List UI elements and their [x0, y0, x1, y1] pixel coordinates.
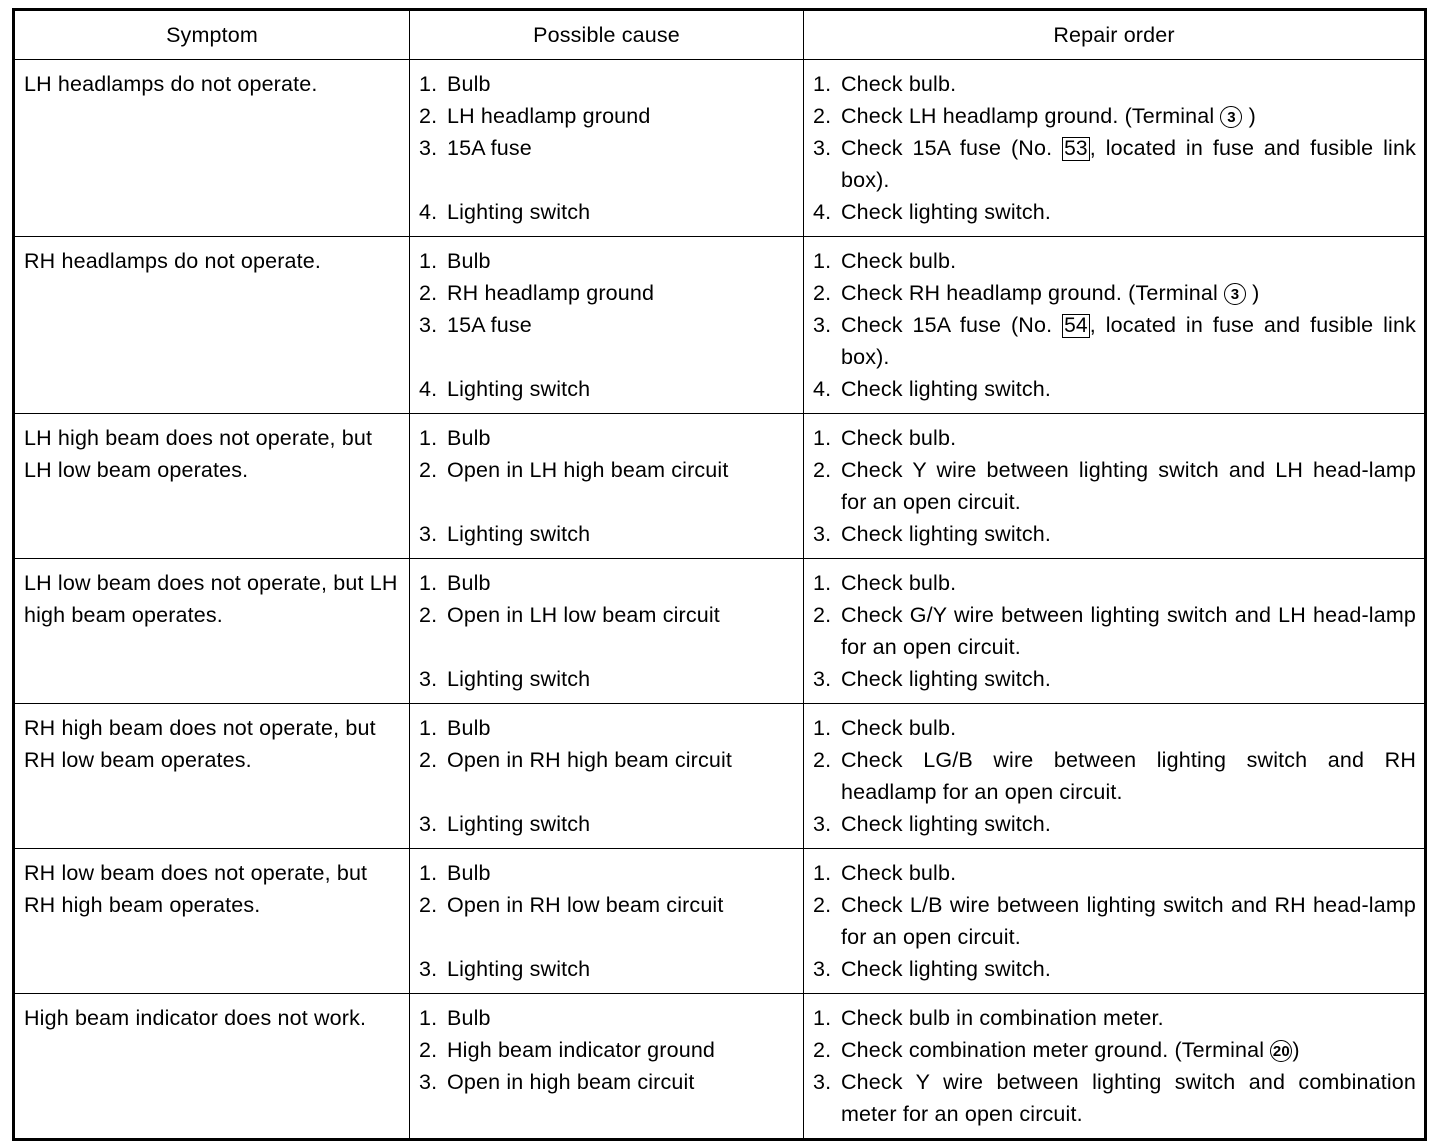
item-text: Check bulb. — [841, 861, 957, 885]
cause-item — [419, 1034, 795, 1066]
item-number: 1. — [813, 72, 832, 96]
text-part: Check 15A fuse (No. — [841, 136, 1063, 160]
item-number: 1. — [419, 571, 438, 595]
item-text: Check Y wire between lighting switch and LH head-lamp for an open circuit. — [841, 458, 1416, 514]
symptom-cell — [14, 414, 410, 559]
item-number: 3. — [419, 136, 438, 160]
item-number: 1. — [813, 716, 832, 740]
list-spacer — [419, 164, 795, 196]
symptom-text: LH low beam does not operate, but LH high beam operates. — [24, 571, 398, 627]
cause-cell — [410, 849, 804, 994]
cause-list — [410, 704, 803, 848]
cause-item — [419, 1066, 795, 1098]
item-text: Check bulb. — [841, 716, 957, 740]
cause-list — [410, 849, 803, 993]
table-row — [14, 559, 1426, 704]
repair-list — [804, 994, 1424, 1138]
cause-item — [419, 309, 795, 341]
item-text: Bulb — [447, 72, 491, 96]
header-row — [14, 10, 1426, 60]
item-text: Check bulb in combination meter. — [841, 1006, 1164, 1030]
cause-list — [410, 559, 803, 703]
item-text: 15A fuse — [447, 313, 532, 337]
item-number: 2. — [813, 458, 832, 482]
cause-item — [419, 373, 795, 405]
symptom-text: LH headlamps do not operate. — [24, 72, 318, 96]
item-text: Bulb — [447, 861, 491, 885]
repair-item — [813, 373, 1416, 405]
repair-item — [813, 68, 1416, 100]
item-number: 1. — [813, 1006, 832, 1030]
repair-item — [813, 309, 1416, 373]
item-number: 4. — [813, 200, 832, 224]
item-number: 2. — [813, 104, 832, 128]
repair-item — [813, 132, 1416, 196]
table-body — [14, 60, 1426, 1140]
item-text: LH headlamp ground — [447, 104, 651, 128]
item-number: 3. — [813, 136, 832, 160]
symptom-cell — [14, 559, 410, 704]
text-part: Check 15A fuse (No. — [841, 313, 1063, 337]
item-text: Bulb — [447, 571, 491, 595]
repair-item — [813, 518, 1416, 550]
item-number: 2. — [419, 104, 438, 128]
cause-cell — [410, 704, 804, 849]
item-text: Check lighting switch. — [841, 957, 1052, 981]
item-number: 1. — [813, 426, 832, 450]
symptom-text: RH high beam does not operate, but RH low beam operates. — [24, 716, 376, 772]
item-number: 2. — [419, 748, 438, 772]
repair-list — [804, 60, 1424, 236]
text-part: Check LH headlamp ground. (Terminal — [841, 104, 1221, 128]
cause-cell — [410, 559, 804, 704]
item-number: 2. — [813, 748, 832, 772]
item-text — [841, 277, 1416, 309]
cause-item — [419, 277, 795, 309]
fuse-number-boxed: 53 — [1064, 137, 1088, 160]
table-row — [14, 60, 1426, 237]
item-number: 3. — [813, 957, 832, 981]
repair-item — [813, 663, 1416, 695]
cause-item — [419, 245, 795, 277]
cause-list — [410, 237, 803, 413]
list-spacer — [419, 921, 795, 953]
item-number: 1. — [419, 249, 438, 273]
item-number: 2. — [813, 893, 832, 917]
item-number: 3. — [419, 957, 438, 981]
item-number: 2. — [419, 1038, 438, 1062]
fuse-number-boxed: 54 — [1064, 314, 1088, 337]
item-text: Lighting switch — [447, 200, 591, 224]
cause-item — [419, 132, 795, 164]
item-number: 2. — [419, 458, 438, 482]
cause-item — [419, 100, 795, 132]
item-text — [841, 309, 1416, 373]
list-spacer — [419, 341, 795, 373]
item-text: Check G/Y wire between lighting switch and LH head-lamp for an open circuit. — [841, 603, 1416, 659]
item-text: Lighting switch — [447, 957, 591, 981]
item-text: Check lighting switch. — [841, 812, 1052, 836]
item-text — [841, 1034, 1416, 1066]
item-text: Bulb — [447, 249, 491, 273]
cause-item — [419, 567, 795, 599]
item-number: 2. — [813, 1038, 832, 1062]
item-number: 3. — [419, 313, 438, 337]
item-number: 3. — [419, 522, 438, 546]
symptom-text: High beam indicator does not work. — [24, 1006, 367, 1030]
repair-list — [804, 414, 1424, 558]
symptom-text: RH headlamps do not operate. — [24, 249, 322, 273]
item-text: 15A fuse — [447, 136, 532, 160]
item-number: 3. — [813, 522, 832, 546]
item-number: 3. — [419, 812, 438, 836]
cause-item — [419, 454, 795, 486]
item-text: Check lighting switch. — [841, 200, 1052, 224]
text-part: Check RH headlamp ground. (Terminal — [841, 281, 1225, 305]
repair-item — [813, 712, 1416, 744]
text-part: ) — [1242, 104, 1256, 128]
table-row — [14, 237, 1426, 414]
repair-item — [813, 196, 1416, 228]
cause-cell — [410, 60, 804, 237]
cause-item — [419, 518, 795, 550]
symptom-text: LH high beam does not operate, but LH low beam operates. — [24, 426, 373, 482]
item-number: 1. — [419, 426, 438, 450]
item-text: Check bulb. — [841, 249, 957, 273]
item-text: Check bulb. — [841, 72, 957, 96]
repair-cell — [804, 849, 1426, 994]
item-text: Check lighting switch. — [841, 667, 1052, 691]
item-number: 4. — [419, 200, 438, 224]
repair-item — [813, 567, 1416, 599]
item-text: Check bulb. — [841, 571, 957, 595]
item-text: Lighting switch — [447, 377, 591, 401]
repair-item — [813, 1034, 1416, 1066]
symptom-cell — [14, 60, 410, 237]
list-spacer — [419, 776, 795, 808]
symptom-cell — [14, 704, 410, 849]
item-number: 2. — [419, 893, 438, 917]
cause-item — [419, 663, 795, 695]
header-possible-cause: Possible cause — [410, 10, 804, 60]
item-text: Open in LH high beam circuit — [447, 458, 729, 482]
troubleshooting-table — [12, 8, 1427, 1141]
repair-cell — [804, 994, 1426, 1140]
table-row — [14, 994, 1426, 1140]
item-text: Check bulb. — [841, 426, 957, 450]
repair-item — [813, 808, 1416, 840]
text-part: , located in fuse and fusible link box). — [841, 136, 1416, 192]
symptom-cell — [14, 849, 410, 994]
item-text: Open in RH high beam circuit — [447, 748, 733, 772]
repair-item — [813, 422, 1416, 454]
text-part: , located in fuse and fusible link box). — [841, 313, 1416, 369]
repair-item — [813, 889, 1416, 953]
repair-cell — [804, 60, 1426, 237]
item-text: Lighting switch — [447, 522, 591, 546]
text-part: ) — [1246, 281, 1260, 305]
symptom-cell — [14, 237, 410, 414]
item-number: 4. — [813, 377, 832, 401]
item-text: High beam indicator ground — [447, 1038, 716, 1062]
item-text: Open in LH low beam circuit — [447, 603, 720, 627]
item-text: Bulb — [447, 426, 491, 450]
item-number: 3. — [419, 667, 438, 691]
repair-list — [804, 237, 1424, 413]
cause-item — [419, 889, 795, 921]
item-number: 2. — [419, 603, 438, 627]
cause-item — [419, 422, 795, 454]
cause-cell — [410, 994, 804, 1140]
item-text — [841, 132, 1416, 196]
item-text: Bulb — [447, 1006, 491, 1030]
cause-list — [410, 60, 803, 236]
troubleshooting-table-container — [12, 8, 1424, 1126]
item-number: 4. — [419, 377, 438, 401]
cause-cell — [410, 414, 804, 559]
item-text: Check LG/B wire between lighting switch and RH headlamp for an open circuit. — [841, 748, 1416, 804]
item-number: 1. — [419, 861, 438, 885]
item-text: Check lighting switch. — [841, 377, 1052, 401]
list-spacer — [419, 631, 795, 663]
cause-item — [419, 712, 795, 744]
item-text: Check Y wire between lighting switch and combination meter for an open circuit. — [841, 1070, 1416, 1126]
item-number: 1. — [813, 249, 832, 273]
list-spacer — [419, 486, 795, 518]
repair-item — [813, 1066, 1416, 1130]
item-text: Bulb — [447, 716, 491, 740]
item-number: 3. — [813, 812, 832, 836]
repair-item — [813, 953, 1416, 985]
text-part: Check combination meter ground. (Terminal — [841, 1038, 1271, 1062]
repair-item — [813, 599, 1416, 663]
item-text: Open in RH low beam circuit — [447, 893, 724, 917]
table-row — [14, 414, 1426, 559]
item-number: 1. — [419, 716, 438, 740]
cause-item — [419, 196, 795, 228]
text-part: ) — [1292, 1038, 1300, 1062]
repair-item — [813, 1002, 1416, 1034]
repair-item — [813, 744, 1416, 808]
item-number: 1. — [419, 72, 438, 96]
repair-list — [804, 559, 1424, 703]
symptom-text: RH low beam does not operate, but RH high beam operates. — [24, 861, 368, 917]
repair-item — [813, 245, 1416, 277]
item-text: RH headlamp ground — [447, 281, 655, 305]
item-number: 1. — [813, 861, 832, 885]
cause-list — [410, 414, 803, 558]
item-number: 3. — [813, 313, 832, 337]
item-text: Open in high beam circuit — [447, 1070, 695, 1094]
cause-item — [419, 808, 795, 840]
table-row — [14, 849, 1426, 994]
terminal-number-circled: 20 — [1270, 1040, 1292, 1062]
item-text: Lighting switch — [447, 812, 591, 836]
item-number: 2. — [813, 281, 832, 305]
repair-list — [804, 704, 1424, 848]
item-number: 1. — [419, 1006, 438, 1030]
cause-cell — [410, 237, 804, 414]
header-repair-order: Repair order — [804, 10, 1426, 60]
item-number: 1. — [813, 571, 832, 595]
terminal-number-circled: 3 — [1220, 106, 1242, 128]
item-text: Check lighting switch. — [841, 522, 1052, 546]
repair-cell — [804, 237, 1426, 414]
cause-item — [419, 953, 795, 985]
repair-cell — [804, 414, 1426, 559]
item-number: 3. — [813, 1070, 832, 1094]
repair-cell — [804, 704, 1426, 849]
repair-item — [813, 857, 1416, 889]
item-number: 3. — [813, 667, 832, 691]
cause-item — [419, 857, 795, 889]
cause-list — [410, 994, 803, 1106]
terminal-number-circled: 3 — [1224, 283, 1246, 305]
item-text — [841, 100, 1416, 132]
cause-item — [419, 599, 795, 631]
header-symptom: Symptom — [14, 10, 410, 60]
repair-item — [813, 100, 1416, 132]
repair-item — [813, 454, 1416, 518]
cause-item — [419, 744, 795, 776]
repair-list — [804, 849, 1424, 993]
item-number: 2. — [813, 603, 832, 627]
item-number: 2. — [419, 281, 438, 305]
table-row — [14, 704, 1426, 849]
repair-item — [813, 277, 1416, 309]
item-text: Check L/B wire between lighting switch and RH head-lamp for an open circuit. — [841, 893, 1416, 949]
cause-item — [419, 68, 795, 100]
item-text: Lighting switch — [447, 667, 591, 691]
repair-cell — [804, 559, 1426, 704]
item-number: 3. — [419, 1070, 438, 1094]
cause-item — [419, 1002, 795, 1034]
symptom-cell — [14, 994, 410, 1140]
